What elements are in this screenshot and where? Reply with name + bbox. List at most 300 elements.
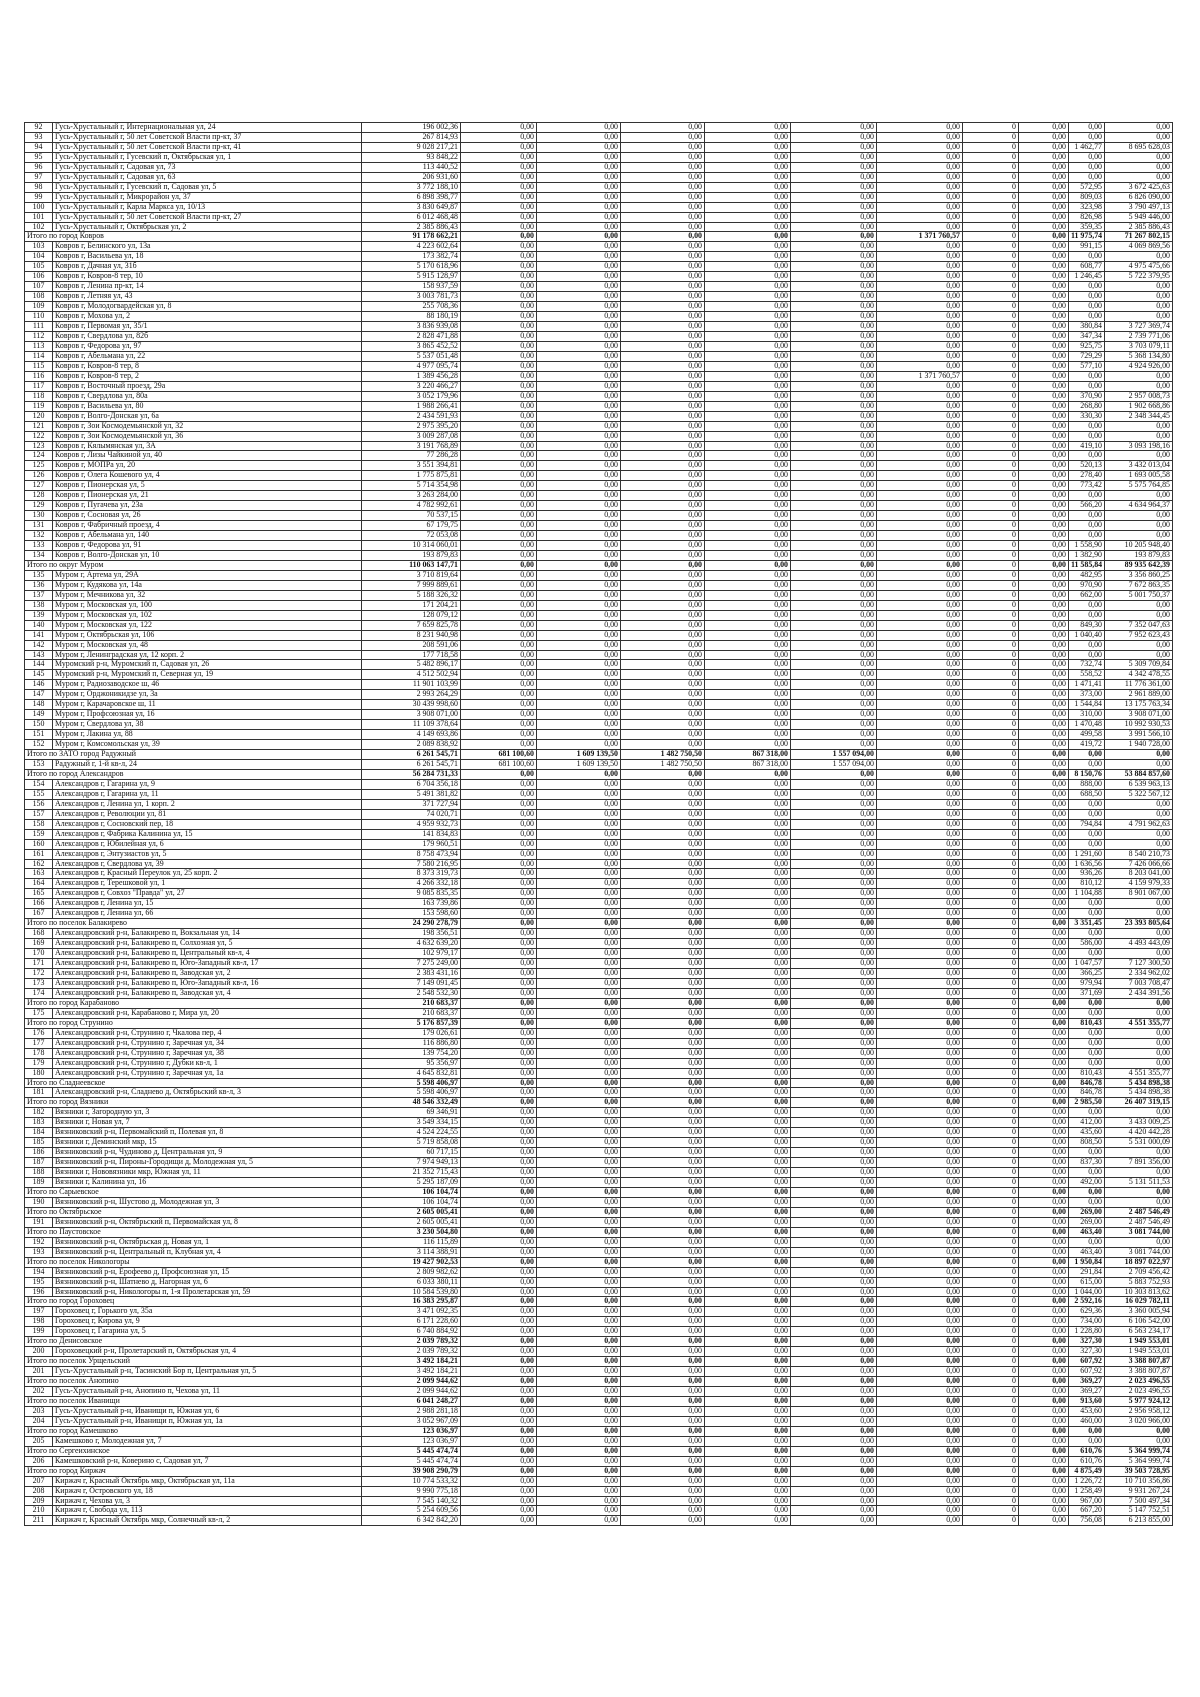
value-cell: 0,00 xyxy=(877,710,963,720)
subtotal-label: Итого по город Киржач xyxy=(25,1466,362,1476)
total-cost-cell: 6 012 468,48 xyxy=(362,212,461,222)
value-cell: 0,00 xyxy=(537,590,621,600)
value-cell: 610,76 xyxy=(1069,1446,1105,1456)
value-cell: 0,00 xyxy=(791,1367,877,1377)
address-cell: Ковров г, Кялымянская ул, 3А xyxy=(53,441,362,451)
table-row xyxy=(25,461,1173,471)
row-number: 183 xyxy=(25,1118,53,1128)
row-number: 99 xyxy=(25,192,53,202)
value-cell: 0,00 xyxy=(1019,779,1069,789)
value-cell: 0,00 xyxy=(1019,1207,1069,1217)
value-cell: 0,00 xyxy=(1105,760,1173,770)
value-cell: 0,00 xyxy=(877,1297,963,1307)
value-cell: 0,00 xyxy=(791,1267,877,1277)
row-number: 118 xyxy=(25,391,53,401)
address-cell: Муром г, Октябрьская ул, 106 xyxy=(53,630,362,640)
value-cell: 0,00 xyxy=(621,550,705,560)
value-cell: 0,00 xyxy=(1069,252,1105,262)
value-cell: 0 xyxy=(963,1038,1019,1048)
value-cell: 0 xyxy=(963,560,1019,570)
value-cell: 0,00 xyxy=(461,123,537,133)
value-cell: 1 558,90 xyxy=(1069,541,1105,551)
value-cell: 0,00 xyxy=(537,142,621,152)
value-cell: 8 901 067,00 xyxy=(1105,889,1173,899)
value-cell: 0,00 xyxy=(791,332,877,342)
value-cell: 369,27 xyxy=(1069,1387,1105,1397)
value-cell: 0,00 xyxy=(705,700,791,710)
value-cell: 0,00 xyxy=(1019,879,1069,889)
value-cell: 0,00 xyxy=(1019,1227,1069,1237)
value-cell: 310,00 xyxy=(1069,710,1105,720)
value-cell: 0,00 xyxy=(461,998,537,1008)
value-cell: 0,00 xyxy=(537,620,621,630)
value-cell: 0,00 xyxy=(621,1257,705,1267)
value-cell: 0,00 xyxy=(1019,1426,1069,1436)
total-cost-cell: 113 440,52 xyxy=(362,162,461,172)
value-cell: 0 xyxy=(963,1178,1019,1188)
value-cell: 5 364 999,74 xyxy=(1105,1456,1173,1466)
value-cell: 0,00 xyxy=(791,361,877,371)
value-cell: 662,00 xyxy=(1069,590,1105,600)
value-cell: 837,30 xyxy=(1069,1158,1105,1168)
table-row xyxy=(25,879,1173,889)
value-cell: 0,00 xyxy=(705,1108,791,1118)
value-cell: 0,00 xyxy=(791,959,877,969)
value-cell: 0,00 xyxy=(461,1197,537,1207)
total-cost-cell: 5 188 326,32 xyxy=(362,590,461,600)
value-cell: 0 xyxy=(963,769,1019,779)
value-cell: 0,00 xyxy=(537,541,621,551)
value-cell: 453,60 xyxy=(1069,1406,1105,1416)
value-cell: 0,00 xyxy=(461,172,537,182)
table-row xyxy=(25,730,1173,740)
value-cell: 0 xyxy=(963,222,1019,232)
row-number: 207 xyxy=(25,1476,53,1486)
value-cell: 0,00 xyxy=(537,1217,621,1227)
value-cell: 0,00 xyxy=(1069,1028,1105,1038)
row-number: 170 xyxy=(25,949,53,959)
value-cell: 0,00 xyxy=(461,1008,537,1018)
value-cell: 0,00 xyxy=(1019,531,1069,541)
table-row xyxy=(25,182,1173,192)
value-cell: 0,00 xyxy=(705,839,791,849)
value-cell: 0,00 xyxy=(461,1357,537,1367)
value-cell: 0 xyxy=(963,471,1019,481)
value-cell: 0,00 xyxy=(1019,750,1069,760)
value-cell: 0,00 xyxy=(1105,1436,1173,1446)
table-row xyxy=(25,302,1173,312)
value-cell: 4 159 979,33 xyxy=(1105,879,1173,889)
row-number: 210 xyxy=(25,1506,53,1516)
address-cell: Муром г, Мечникова ул, 32 xyxy=(53,590,362,600)
value-cell: 0,00 xyxy=(877,132,963,142)
table-row xyxy=(25,650,1173,660)
row-number: 113 xyxy=(25,341,53,351)
value-cell: 0,00 xyxy=(705,1158,791,1168)
subtotal-row xyxy=(25,769,1173,779)
value-cell: 0,00 xyxy=(461,789,537,799)
row-number: 203 xyxy=(25,1406,53,1416)
value-cell: 0,00 xyxy=(705,1267,791,1277)
value-cell: 0,00 xyxy=(705,869,791,879)
row-number: 208 xyxy=(25,1486,53,1496)
value-cell: 0,00 xyxy=(877,680,963,690)
value-cell: 0,00 xyxy=(621,531,705,541)
value-cell: 0,00 xyxy=(791,142,877,152)
value-cell: 0,00 xyxy=(1019,909,1069,919)
total-cost-cell: 5 445 474,74 xyxy=(362,1446,461,1456)
row-number: 209 xyxy=(25,1496,53,1506)
total-cost-cell: 70 537,15 xyxy=(362,511,461,521)
value-cell: 0,00 xyxy=(705,302,791,312)
value-cell: 867 318,00 xyxy=(705,750,791,760)
row-number: 115 xyxy=(25,361,53,371)
value-cell: 0,00 xyxy=(877,690,963,700)
address-cell: Муром г, Карачаровское ш, 11 xyxy=(53,700,362,710)
value-cell: 0,00 xyxy=(1019,1068,1069,1078)
value-cell: 0,00 xyxy=(621,959,705,969)
value-cell: 0,00 xyxy=(621,401,705,411)
total-cost-cell: 5 295 187,09 xyxy=(362,1178,461,1188)
value-cell: 0,00 xyxy=(705,292,791,302)
value-cell: 0 xyxy=(963,680,1019,690)
value-cell: 0,00 xyxy=(1019,640,1069,650)
value-cell: 0,00 xyxy=(461,919,537,929)
address-cell: Александровский р-н, Струнино г, Заречная ул, 1а xyxy=(53,1068,362,1078)
value-cell: 0,00 xyxy=(461,391,537,401)
value-cell: 0,00 xyxy=(1019,998,1069,1008)
address-cell: Александров г, Энтузиастов ул, 5 xyxy=(53,849,362,859)
value-cell: 0,00 xyxy=(461,371,537,381)
total-cost-cell: 6 342 842,20 xyxy=(362,1516,461,1526)
value-cell: 4 791 962,63 xyxy=(1105,819,1173,829)
table-row xyxy=(25,1108,1173,1118)
value-cell: 0,00 xyxy=(877,988,963,998)
value-cell: 0,00 xyxy=(461,242,537,252)
value-cell: 0,00 xyxy=(877,859,963,869)
value-cell: 0,00 xyxy=(705,1148,791,1158)
value-cell: 0 xyxy=(963,1397,1019,1407)
value-cell: 0,00 xyxy=(791,1098,877,1108)
value-cell: 0,00 xyxy=(791,859,877,869)
value-cell: 0,00 xyxy=(1019,1128,1069,1138)
value-cell: 0,00 xyxy=(461,570,537,580)
subtotal-label: Итого по поселок Никологоры xyxy=(25,1257,362,1267)
value-cell: 0,00 xyxy=(537,292,621,302)
value-cell: 0,00 xyxy=(537,789,621,799)
value-cell: 0,00 xyxy=(621,152,705,162)
address-cell: Вязниковский р-н, Октябрьский п, Первомайская ул, 8 xyxy=(53,1217,362,1227)
value-cell: 4 924 926,00 xyxy=(1105,361,1173,371)
address-cell: Киржач г, Чехова ул, 3 xyxy=(53,1496,362,1506)
value-cell: 4 975 475,66 xyxy=(1105,262,1173,272)
address-cell: Вязниковский р-н, Пироны-Городищи д, Молодежная ул, 5 xyxy=(53,1158,362,1168)
table-row xyxy=(25,1347,1173,1357)
value-cell: 1 940 728,00 xyxy=(1105,740,1173,750)
subtotal-row xyxy=(25,1078,1173,1088)
value-cell: 0,00 xyxy=(461,531,537,541)
value-cell: 0,00 xyxy=(877,1247,963,1257)
value-cell: 0,00 xyxy=(537,829,621,839)
value-cell: 0,00 xyxy=(621,411,705,421)
total-cost-cell: 8 231 940,98 xyxy=(362,630,461,640)
value-cell: 0,00 xyxy=(461,1068,537,1078)
table-row xyxy=(25,849,1173,859)
value-cell: 0,00 xyxy=(621,1227,705,1237)
value-cell: 0,00 xyxy=(705,1018,791,1028)
value-cell: 0,00 xyxy=(791,351,877,361)
value-cell: 0,00 xyxy=(705,1038,791,1048)
value-cell: 808,50 xyxy=(1069,1138,1105,1148)
value-cell: 0,00 xyxy=(705,1406,791,1416)
value-cell: 0,00 xyxy=(1069,750,1105,760)
value-cell: 0,00 xyxy=(461,720,537,730)
table-row xyxy=(25,451,1173,461)
value-cell: 0,00 xyxy=(791,879,877,889)
row-number: 171 xyxy=(25,959,53,969)
value-cell: 0,00 xyxy=(461,1317,537,1327)
value-cell: 0,00 xyxy=(537,1118,621,1128)
value-cell: 0,00 xyxy=(705,491,791,501)
value-cell: 0,00 xyxy=(1019,1297,1069,1307)
address-cell: Александровский р-н, Струнино г, Дубки кв-л, 1 xyxy=(53,1058,362,1068)
value-cell: 0,00 xyxy=(705,969,791,979)
value-cell: 0,00 xyxy=(537,252,621,262)
value-cell: 0,00 xyxy=(791,1078,877,1088)
value-cell: 0,00 xyxy=(537,202,621,212)
table-row xyxy=(25,401,1173,411)
value-cell: 0,00 xyxy=(1105,929,1173,939)
value-cell: 0,00 xyxy=(461,332,537,342)
value-cell: 0,00 xyxy=(1019,332,1069,342)
row-number: 176 xyxy=(25,1028,53,1038)
value-cell: 0,00 xyxy=(877,1466,963,1476)
value-cell: 0,00 xyxy=(791,819,877,829)
value-cell: 0,00 xyxy=(1105,1197,1173,1207)
total-cost-cell: 116 886,80 xyxy=(362,1038,461,1048)
value-cell: 0,00 xyxy=(537,182,621,192)
value-cell: 0,00 xyxy=(705,511,791,521)
value-cell: 0,00 xyxy=(791,720,877,730)
value-cell: 463,40 xyxy=(1069,1227,1105,1237)
value-cell: 71 267 802,15 xyxy=(1105,232,1173,242)
value-cell: 0,00 xyxy=(537,242,621,252)
value-cell: 0 xyxy=(963,441,1019,451)
value-cell: 629,36 xyxy=(1069,1307,1105,1317)
value-cell: 11 975,74 xyxy=(1069,232,1105,242)
row-number: 92 xyxy=(25,123,53,133)
address-cell: Радужный г, 1-й кв-л, 24 xyxy=(53,760,362,770)
value-cell: 0,00 xyxy=(461,1227,537,1237)
address-cell: Александровский р-н, Балакирево п, Юго-Западный кв-л, 17 xyxy=(53,959,362,969)
value-cell: 0,00 xyxy=(461,1436,537,1446)
value-cell: 0 xyxy=(963,988,1019,998)
value-cell: 0,00 xyxy=(791,1237,877,1247)
value-cell: 0,00 xyxy=(1019,361,1069,371)
address-cell: Ковров г, Белинского ул, 13а xyxy=(53,242,362,252)
value-cell: 0,00 xyxy=(461,1018,537,1028)
value-cell: 0,00 xyxy=(621,998,705,1008)
value-cell: 0,00 xyxy=(877,590,963,600)
address-cell: Киржач г, Свобода ул, 113 xyxy=(53,1506,362,1516)
value-cell: 0,00 xyxy=(877,1118,963,1128)
address-cell: Гороховец г, Горького ул, 35а xyxy=(53,1307,362,1317)
row-number: 179 xyxy=(25,1058,53,1068)
total-cost-cell: 69 346,91 xyxy=(362,1108,461,1118)
value-cell: 0,00 xyxy=(877,1197,963,1207)
total-cost-cell: 1 775 875,81 xyxy=(362,471,461,481)
value-cell: 0,00 xyxy=(1105,1168,1173,1178)
value-cell: 8 203 041,00 xyxy=(1105,869,1173,879)
value-cell: 1 471,41 xyxy=(1069,680,1105,690)
table-row xyxy=(25,600,1173,610)
value-cell: 0,00 xyxy=(621,322,705,332)
address-cell: Вязники г, Калинина ул, 16 xyxy=(53,1178,362,1188)
row-number: 104 xyxy=(25,252,53,262)
value-cell: 0,00 xyxy=(1069,1197,1105,1207)
value-cell: 0,00 xyxy=(877,421,963,431)
table-row xyxy=(25,1436,1173,1446)
total-cost-cell: 2 828 471,88 xyxy=(362,332,461,342)
subtotal-label: Итого по город Струнино xyxy=(25,1018,362,1028)
value-cell: 0,00 xyxy=(621,471,705,481)
value-cell: 0,00 xyxy=(791,1307,877,1317)
table-row xyxy=(25,1138,1173,1148)
value-cell: 0 xyxy=(963,620,1019,630)
value-cell: 0,00 xyxy=(705,142,791,152)
total-cost-cell: 3 710 819,64 xyxy=(362,570,461,580)
value-cell: 0,00 xyxy=(1105,172,1173,182)
total-cost-cell: 2 434 591,93 xyxy=(362,411,461,421)
table-row xyxy=(25,1118,1173,1128)
total-cost-cell: 6 898 398,77 xyxy=(362,192,461,202)
row-number: 97 xyxy=(25,172,53,182)
value-cell: 0,00 xyxy=(1105,152,1173,162)
value-cell: 0,00 xyxy=(1069,899,1105,909)
value-cell: 1 291,60 xyxy=(1069,849,1105,859)
table-row xyxy=(25,292,1173,302)
value-cell: 0 xyxy=(963,889,1019,899)
address-cell: Гусь-Хрустальный г, Гусевский п, Октябрьская ул, 1 xyxy=(53,152,362,162)
table-row xyxy=(25,988,1173,998)
table-row xyxy=(25,1038,1173,1048)
value-cell: 0,00 xyxy=(791,939,877,949)
value-cell: 0,00 xyxy=(537,1207,621,1217)
value-cell: 0,00 xyxy=(461,1148,537,1158)
value-cell: 0,00 xyxy=(461,1397,537,1407)
value-cell: 0,00 xyxy=(705,710,791,720)
value-cell: 0,00 xyxy=(877,809,963,819)
value-cell: 0 xyxy=(963,541,1019,551)
subtotal-row xyxy=(25,1257,1173,1267)
value-cell: 0,00 xyxy=(1019,292,1069,302)
value-cell: 0,00 xyxy=(877,172,963,182)
value-cell: 0,00 xyxy=(1019,1397,1069,1407)
value-cell: 18 897 022,97 xyxy=(1105,1257,1173,1267)
value-cell: 0,00 xyxy=(537,371,621,381)
total-cost-cell: 4 524 224,55 xyxy=(362,1128,461,1138)
table-row xyxy=(25,859,1173,869)
value-cell: 0 xyxy=(963,789,1019,799)
value-cell: 0,00 xyxy=(537,1446,621,1456)
value-cell: 460,00 xyxy=(1069,1416,1105,1426)
value-cell: 0,00 xyxy=(537,132,621,142)
total-cost-cell: 11 901 103,99 xyxy=(362,680,461,690)
total-cost-cell: 4 645 832,81 xyxy=(362,1068,461,1078)
row-number: 135 xyxy=(25,570,53,580)
value-cell: 370,90 xyxy=(1069,391,1105,401)
value-cell: 0,00 xyxy=(877,182,963,192)
address-cell: Гороховец г, Кирова ул, 9 xyxy=(53,1317,362,1327)
value-cell: 0,00 xyxy=(621,700,705,710)
value-cell: 0 xyxy=(963,461,1019,471)
value-cell: 0,00 xyxy=(537,879,621,889)
value-cell: 0 xyxy=(963,849,1019,859)
value-cell: 0,00 xyxy=(537,929,621,939)
value-cell: 0,00 xyxy=(705,1516,791,1526)
value-cell: 0,00 xyxy=(621,262,705,272)
value-cell: 2 487 546,49 xyxy=(1105,1207,1173,1217)
value-cell: 482,95 xyxy=(1069,570,1105,580)
value-cell: 0,00 xyxy=(537,730,621,740)
value-cell: 0,00 xyxy=(877,1307,963,1317)
total-cost-cell: 123 036,97 xyxy=(362,1426,461,1436)
total-cost-cell: 4 959 932,73 xyxy=(362,819,461,829)
value-cell: 610,76 xyxy=(1069,1456,1105,1466)
value-cell: 0,00 xyxy=(621,869,705,879)
address-cell: Александровский р-н, Струнино г, Чкалова пер, 4 xyxy=(53,1028,362,1038)
value-cell: 0,00 xyxy=(537,431,621,441)
value-cell: 371,69 xyxy=(1069,988,1105,998)
value-cell: 0,00 xyxy=(621,978,705,988)
value-cell: 0,00 xyxy=(621,680,705,690)
table-row xyxy=(25,630,1173,640)
value-cell: 0,00 xyxy=(537,640,621,650)
address-cell: Гусь-Хрустальный г, 50 лет Советской Власти пр-кт, 37 xyxy=(53,132,362,142)
address-cell: Гусь-Хрустальный г, Интернациональная ул, 24 xyxy=(53,123,362,133)
value-cell: 615,00 xyxy=(1069,1277,1105,1287)
value-cell: 0,00 xyxy=(1069,421,1105,431)
value-cell: 0,00 xyxy=(877,272,963,282)
table-row xyxy=(25,1406,1173,1416)
value-cell: 688,50 xyxy=(1069,789,1105,799)
value-cell: 0,00 xyxy=(537,1247,621,1257)
address-cell: Гороховецкий р-н, Пролетарский п, Октябрьская ул, 4 xyxy=(53,1347,362,1357)
value-cell: 0,00 xyxy=(1069,839,1105,849)
value-cell: 0,00 xyxy=(461,252,537,262)
value-cell: 1 544,84 xyxy=(1069,700,1105,710)
value-cell: 0,00 xyxy=(621,182,705,192)
subtotal-label: Итого по Паустовское xyxy=(25,1227,362,1237)
address-cell: Александров г, Ленина ул, 66 xyxy=(53,909,362,919)
value-cell: 0,00 xyxy=(461,1038,537,1048)
value-cell: 0,00 xyxy=(621,441,705,451)
row-number: 189 xyxy=(25,1178,53,1188)
value-cell: 0,00 xyxy=(537,1516,621,1526)
value-cell: 0,00 xyxy=(791,1506,877,1516)
value-cell: 0,00 xyxy=(621,232,705,242)
value-cell: 0,00 xyxy=(877,1148,963,1158)
value-cell: 0,00 xyxy=(791,839,877,849)
value-cell: 0,00 xyxy=(1019,680,1069,690)
value-cell: 0,00 xyxy=(621,1068,705,1078)
value-cell: 0,00 xyxy=(877,570,963,580)
value-cell: 0,00 xyxy=(621,1486,705,1496)
value-cell: 3 351,45 xyxy=(1069,919,1105,929)
value-cell: 0 xyxy=(963,809,1019,819)
total-cost-cell: 6 261 545,71 xyxy=(362,760,461,770)
value-cell: 0,00 xyxy=(621,1357,705,1367)
